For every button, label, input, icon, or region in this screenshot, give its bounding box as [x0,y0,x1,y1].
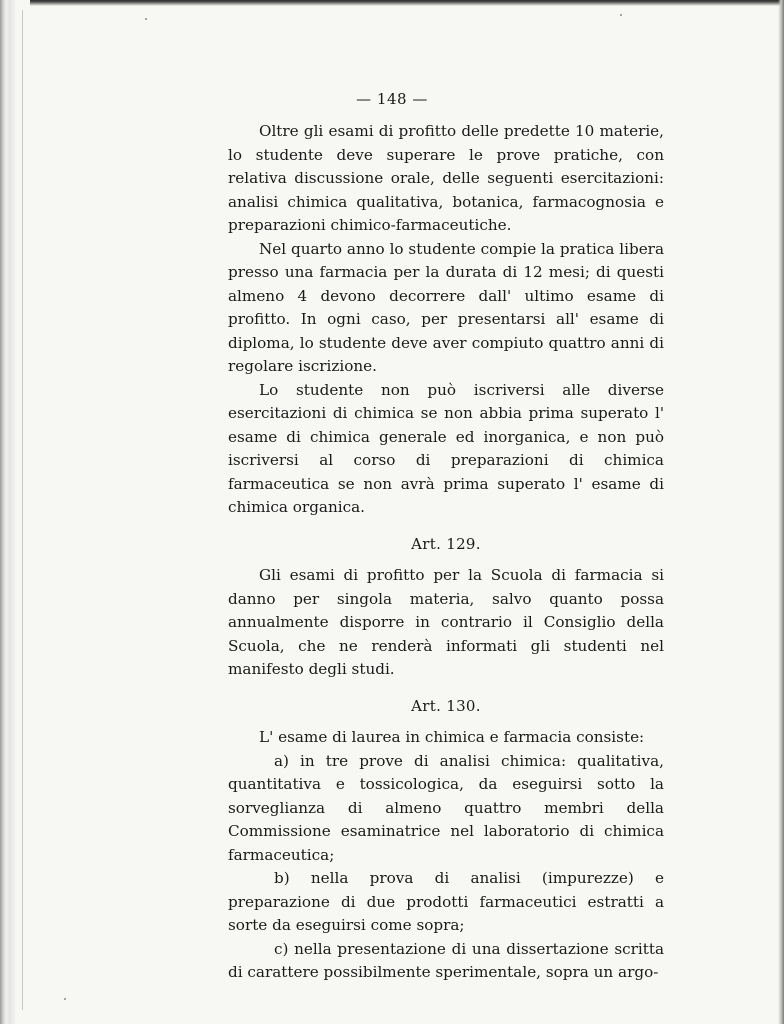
page-right-edge [778,0,784,1024]
article-130-intro: L' esame di laurea in chimica e farmacia consiste: [259,728,645,746]
page-number: — 148 — [356,90,428,108]
paper-speck [64,998,66,1000]
paragraph: Lo studente non può iscriversi alle diverse esercitazioni di chimica se non abbia prima superato l' esame di chimica generale ed inorganica, e non può iscriversi al corso di preparazioni di chimica farmaceutica se non avrà prima superato l' esame di chimica organica. [228,380,664,516]
article-130-item-c: c) nella presentazione di una dissertazione scritta di carattere possibilmente sperimentale, sopra un argo- [228,939,664,981]
page-top-edge [0,0,784,6]
paper-speck [145,18,147,20]
article-heading-130: Art. 130. [411,696,481,715]
article-129-text: Gli esami di profitto per la Scuola di farmacia si danno per singola materia, salvo quanto possa annualmente disporre in contrario il Consiglio della Scuola, che ne renderà informati gli studenti nel manifesto degli studi. [228,566,664,678]
article-130-item-a: a) in tre prove di analisi chimica: qualitativa, quantitativa e tossicologica, da eseguirsi sotto la sorveglianza di almeno quattro membri della Commissione esaminatrice nel laboratorio di chimica farmaceutica; [228,751,664,864]
paper-speck [620,14,622,16]
paragraph: Nel quarto anno lo studente compie la pratica libera presso una farmacia per la durata di 12 mesi; di questi almeno 4 devono decorrere dall' ultimo esame di profitto. In ogni caso, per presentarsi all' esame di diploma, lo studente deve aver compiuto quattro anni di regolare iscrizione. [228,239,664,375]
article-heading-129: Art. 129. [411,534,481,553]
document-body [228,120,664,985]
paragraph: Oltre gli esami di profitto delle predette 10 materie, lo studente deve superare le prove pratiche, con relativa discussione orale, delle seguenti esercitazioni: analisi chimica qualitativa, botanica, farmacognosia e preparazioni chimico-farmaceutiche. [228,122,664,234]
article-130-item-b: b) nella prova di analisi (impurezze) e preparazione di due prodotti farmaceutici estratti a sorte da eseguirsi come sopra; [228,869,664,934]
page-binding-edge [0,0,30,1024]
